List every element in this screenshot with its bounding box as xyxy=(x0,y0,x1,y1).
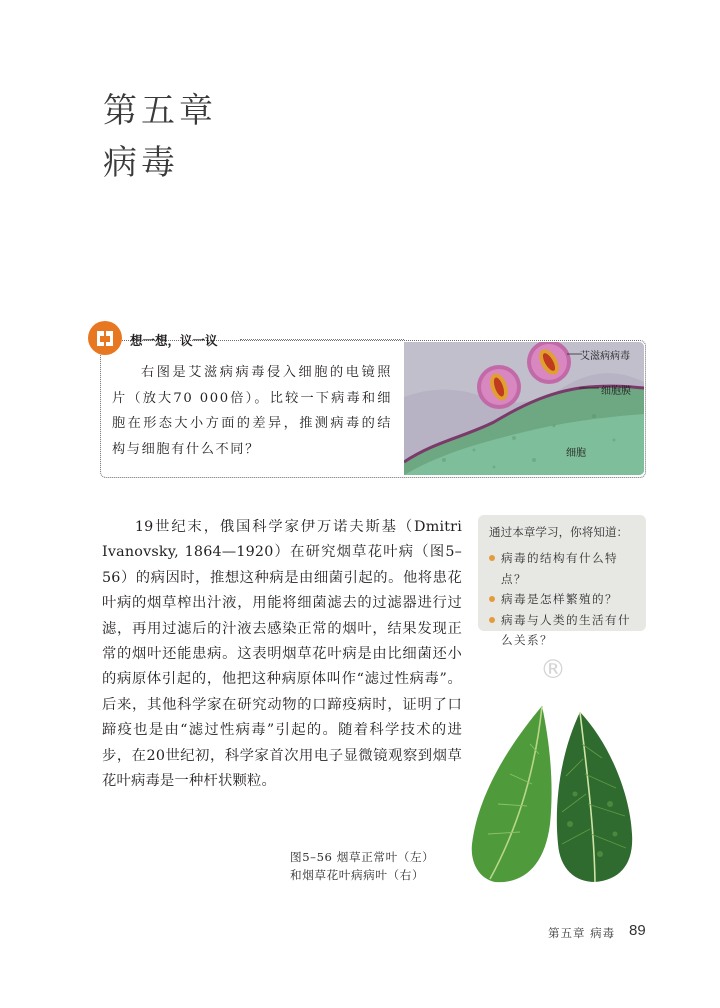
label-membrane: 细胞膜 xyxy=(601,386,631,397)
learning-goal-item: 病毒与人类的生活有什么关系？ xyxy=(489,610,641,651)
registered-mark: ® xyxy=(540,655,566,685)
bullet-icon xyxy=(489,555,495,561)
think-paragraph: 右图是艾滋病病毒侵入细胞的电镜照片（放大70 000倍）。比较一下病毒和细胞在形态大小方面的差异，推测病毒的结构与细胞有什么不同？ xyxy=(112,365,392,457)
think-icon xyxy=(88,321,122,355)
learning-goal-item: 病毒的结构有什么特点？ xyxy=(489,548,641,589)
footer-chapter: 第五章 病毒 xyxy=(548,926,616,940)
learning-goal-item: 病毒是怎样繁殖的？ xyxy=(489,589,641,610)
bullet-icon xyxy=(489,617,495,623)
think-heading: 想一想，议一议 xyxy=(130,333,218,348)
chapter-title xyxy=(103,86,217,190)
heading-dotted-line xyxy=(240,339,404,340)
learning-goals-title: 通过本章学习，你将知道： xyxy=(489,525,629,539)
bullet-icon xyxy=(489,596,495,602)
page-number: 89 xyxy=(629,922,646,939)
figure-caption: 图5–56 烟草正常叶（左） 和烟草花叶病病叶（右） xyxy=(290,850,435,882)
label-hiv: 艾滋病病毒 xyxy=(580,351,630,362)
learning-goals-box xyxy=(478,515,646,647)
chapter-number: 第五章 xyxy=(103,91,217,131)
hiv-micrograph xyxy=(404,342,644,475)
chapter-name: 病毒 xyxy=(103,143,179,183)
tobacco-leaves-image xyxy=(470,704,638,884)
main-paragraph: 19世纪末，俄国科学家伊万诺夫斯基（Dmitri Ivanovsky, 1864—1920）在研究烟草花叶病（图5–56）的病因时，推想这种病是由细菌引起的。他将患花叶病的烟草榨出汁液，用能将细菌滤去的过滤器进行过滤，再用过滤后的汁液去感染正常的烟叶，结果发现正常的烟叶还能患病。这表明烟草花叶病是由比细菌还小的病原体引起的，他把这种病原体叫作“滤过性病毒”。后来，其他科学家在研究动物的口蹄疫病时，证明了口蹄疫也是由“滤过性病毒”引起的。随着科学技术的进步，在20世纪初，科学家首次用电子显微镜观察到烟草花叶病毒是一种杆状颗粒。 xyxy=(102,519,462,790)
label-cell: 细胞 xyxy=(566,448,586,459)
